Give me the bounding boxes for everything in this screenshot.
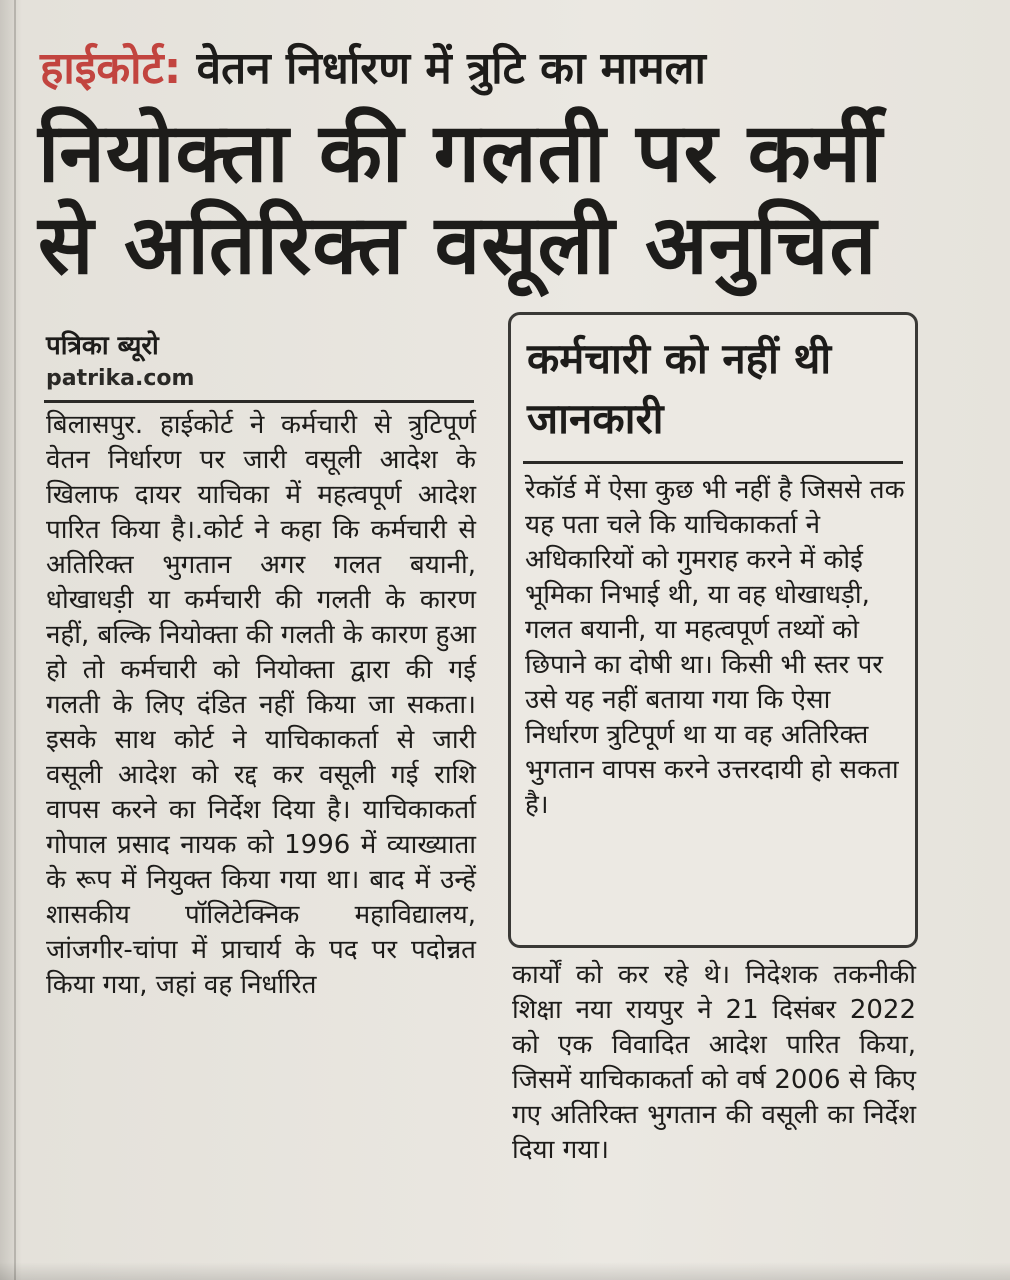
headline (38, 108, 978, 292)
byline: पत्रिका ब्यूरो (46, 331, 159, 361)
body-column-left: बिलासपुर. हाईकोर्ट ने कर्मचारी से त्रुटिपूर्ण वेतन निर्धारण पर जारी वसूली आदेश के खिलाफ दायर याचिका में महत्वपूर्ण आदेश पारित किया है।.कोर्ट ने कहा कि कर्मचारी से अतिरिक्त भुगतान अगर गलत बयानी, धोखाधड़ी या कर्मचारी की गलती के कारण नहीं, बल्कि नियोक्ता की गलती के कारण हुआ हो तो कर्मचारी को नियोक्ता द्वारा की गई गलती के लिए दंडित नहीं किया जा सकता। इसके साथ कोर्ट ने याचिकाकर्ता से जारी वसूली आदेश को रद्द कर वसूली गई राशि वापस करने का निर्देश दिया है। याचिकाकर्ता गोपाल प्रसाद नायक को 1996 में व्याख्याता के रूप में नियुक्त किया गया था। बाद में उन्हें शासकीय पॉलिटेक्निक महाविद्यालय, जांजगीर-चांपा में प्राचार्य के पद पर पदोन्नत किया गया, जहां वह निर्धारित (46, 410, 476, 1000)
page-edge (14, 0, 16, 1280)
sidebar-box-divider (523, 461, 903, 464)
byline-divider (44, 400, 474, 403)
body-column-right: कार्यों को कर रहे थे। निदेशक तकनीकी शिक्षा नया रायपुर ने 21 दिसंबर 2022 को एक विवादित आदेश पारित किया, जिसमें याचिकाकर्ता को वर्ष 2006 से किए गए अतिरिक्त भुगतान की वसूली का निर्देश दिया गया। (512, 960, 916, 1165)
kicker-separator: : (163, 43, 182, 94)
source-site: patrika.com (46, 366, 195, 391)
kicker-line (40, 36, 980, 96)
sidebar-box (508, 312, 918, 948)
sidebar-box-body: रेकॉर्ड में ऐसा कुछ भी नहीं है जिससे तक यह पता चले कि याचिकाकर्ता ने अधिकारियों को गुमराह करने में कोई भूमिका निभाई थी, या वह धोखाधड़ी, गलत बयानी, या महत्वपूर्ण तथ्यों को छिपाने का दोषी था। किसी भी स्तर पर उसे यह नहीं बताया गया कि ऐसा निर्धारण त्रुटिपूर्ण था या वह अतिरिक्त भुगतान वापस करने उत्तरदायी हो सकता है। (525, 475, 905, 820)
sidebar-box-title: कर्मचारी को नहीं थी जानकारी (527, 334, 832, 443)
kicker-tag: हाईकोर्ट (40, 43, 164, 94)
headline-line-1: नियोक्ता की गलती पर कर्मी (38, 106, 883, 201)
page-bottom-shadow (0, 1262, 1010, 1280)
headline-line-2: से अतिरिक्त वसूली अनुचित (38, 198, 878, 293)
kicker-text: वेतन निर्धारण में त्रुटि का मामला (196, 43, 706, 94)
